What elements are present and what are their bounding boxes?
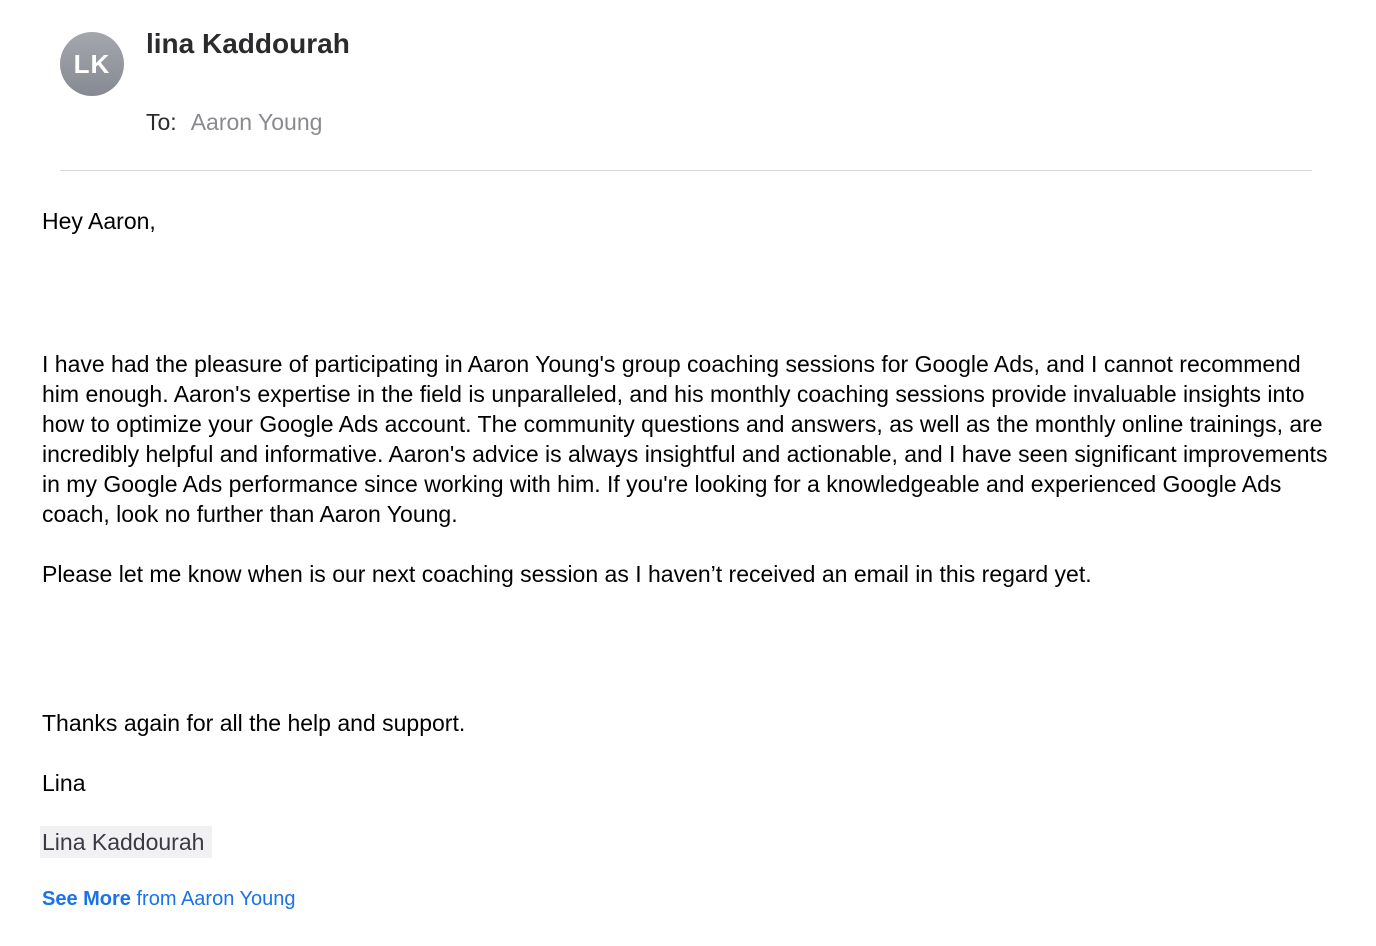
message-header bbox=[0, 0, 1376, 172]
greeting-text: Hey Aaron, bbox=[42, 208, 156, 234]
header-divider bbox=[60, 170, 1312, 171]
recipient-name[interactable]: Aaron Young bbox=[190, 109, 323, 135]
thanks-text: Thanks again for all the help and support. bbox=[42, 710, 466, 736]
signature-block: Lina Kaddourah bbox=[40, 826, 212, 858]
see-more-label[interactable]: See More bbox=[42, 888, 131, 910]
see-more-suffix[interactable]: from Aaron Young bbox=[130, 888, 296, 910]
body-paragraph-2: Please let me know when is our next coaching session as I haven’t received an email in this regard yet. bbox=[42, 561, 1092, 587]
body-paragraph-1: I have had the pleasure of participating in Aaron Young's group coaching sessions for Google Ads, and I cannot recommend him enough. Aaron's expertise in the field is unparalleled, and his monthly coaching sessions provide invaluable insights into how to optimize your Google Ads account. The community questions and answers, as well as the monthly online trainings, are incredibly helpful and informative. Aaron's advice is always insightful and actionable, and I have seen significant improvements in my Google Ads performance since working with him. If you're looking for a knowledgeable and experienced Google Ads coach, look no further than Aaron Young. bbox=[42, 351, 1328, 527]
see-more-link[interactable] bbox=[42, 886, 296, 912]
closing-text: Lina bbox=[42, 770, 86, 796]
sender-name[interactable]: lina Kaddourah bbox=[146, 28, 350, 59]
recipient-row bbox=[146, 109, 322, 136]
sender-avatar[interactable]: LK bbox=[60, 32, 124, 96]
to-label: To: bbox=[146, 109, 177, 135]
